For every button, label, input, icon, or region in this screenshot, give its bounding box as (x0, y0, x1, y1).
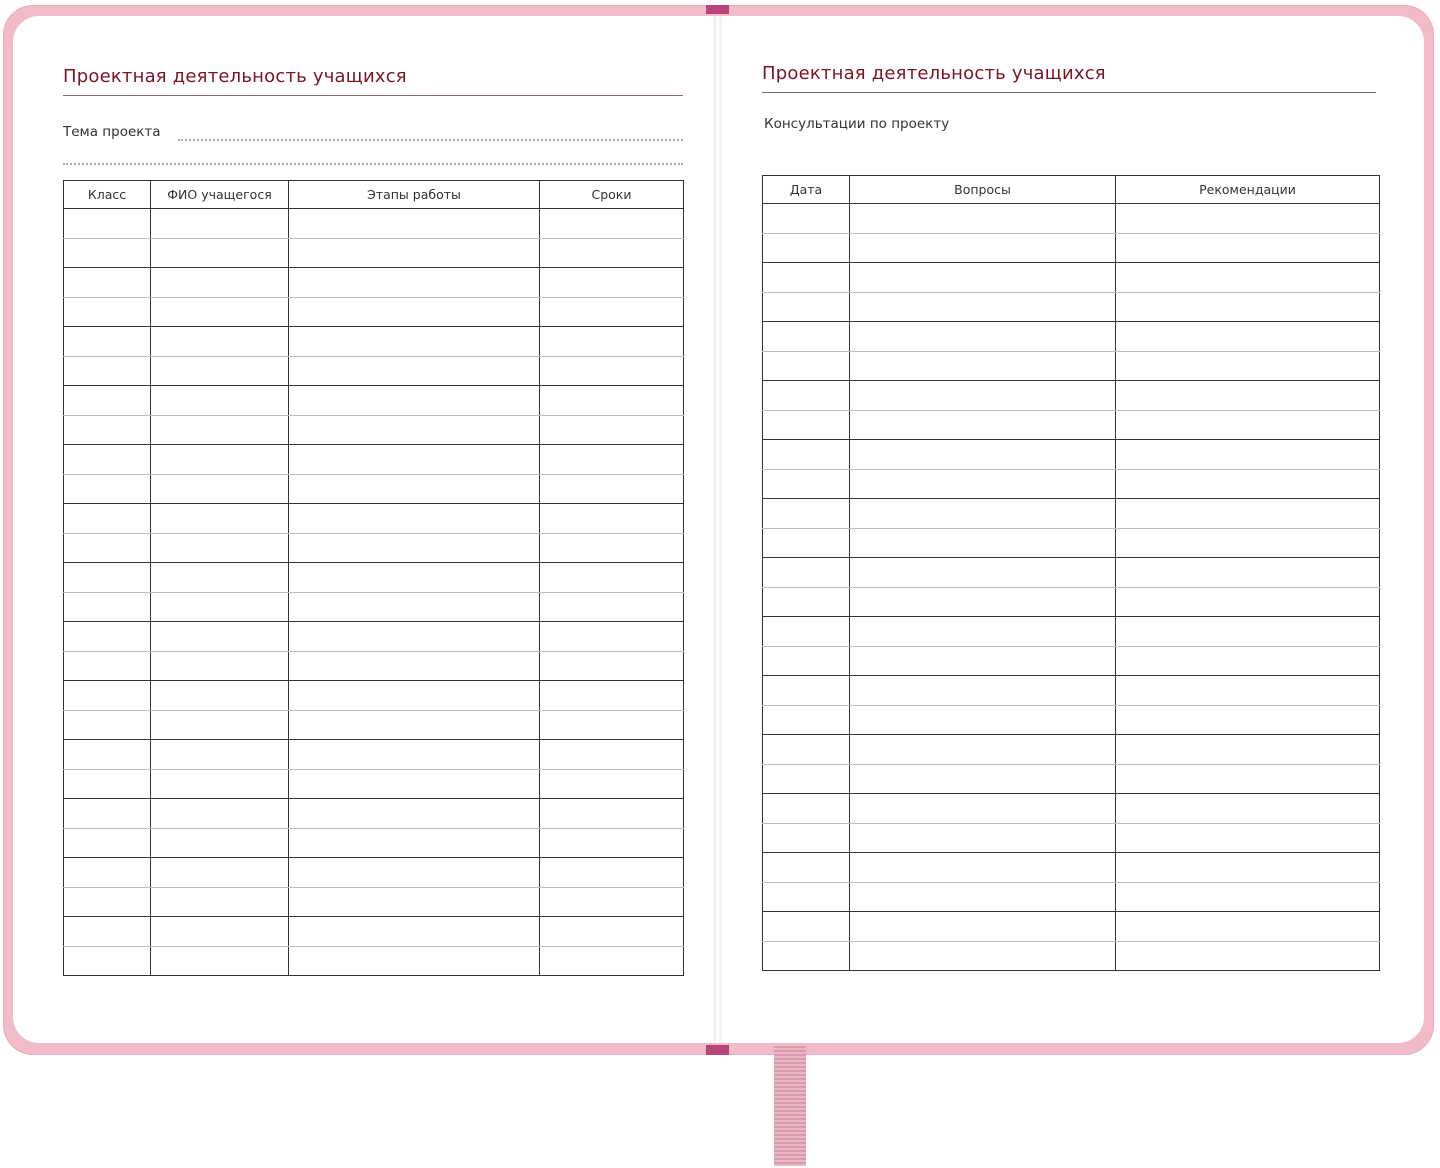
table-cell[interactable] (850, 410, 1116, 440)
table-row (763, 292, 1380, 322)
table-cell[interactable] (1116, 853, 1380, 883)
table-cell[interactable] (289, 297, 540, 327)
table-cell[interactable] (289, 681, 540, 711)
table-row (64, 946, 684, 976)
table-cell[interactable] (540, 238, 684, 268)
table-row (64, 651, 684, 681)
table-row (763, 735, 1380, 765)
table-cell[interactable] (763, 735, 850, 765)
table-cell[interactable] (763, 263, 850, 293)
table-cell[interactable] (151, 445, 289, 475)
table-cell[interactable] (151, 828, 289, 858)
table-cell[interactable] (763, 469, 850, 499)
consultations-label: Консультации по проекту (764, 116, 950, 132)
table-cell[interactable] (540, 828, 684, 858)
table-row (763, 764, 1380, 794)
table-row (763, 676, 1380, 706)
table-cell[interactable] (289, 238, 540, 268)
table-cell[interactable] (763, 823, 850, 853)
table-cell[interactable] (1116, 587, 1380, 617)
table-row (763, 440, 1380, 470)
table-cell[interactable] (1116, 263, 1380, 293)
table-cell[interactable] (763, 882, 850, 912)
table-cell[interactable] (64, 740, 151, 770)
header-work-stages: Этапы работы (289, 181, 540, 209)
table-cell[interactable] (64, 828, 151, 858)
header-student-name: ФИО учащегося (151, 181, 289, 209)
table-cell[interactable] (289, 622, 540, 652)
table-cell[interactable] (1116, 233, 1380, 263)
table-cell[interactable] (1116, 794, 1380, 824)
table-cell[interactable] (151, 209, 289, 239)
table-row (64, 799, 684, 829)
table-row (64, 563, 684, 593)
table-cell[interactable] (1116, 705, 1380, 735)
table-cell[interactable] (1116, 617, 1380, 647)
table-row (64, 828, 684, 858)
binding-band-top (706, 5, 729, 14)
left-title-rule (63, 95, 683, 96)
table-cell[interactable] (289, 710, 540, 740)
table-cell[interactable] (763, 233, 850, 263)
table-row (64, 710, 684, 740)
header-deadlines: Сроки (540, 181, 684, 209)
table-cell[interactable] (289, 415, 540, 445)
table-cell[interactable] (850, 204, 1116, 234)
table-cell[interactable] (289, 356, 540, 386)
table-cell[interactable] (151, 474, 289, 504)
table-cell[interactable] (289, 504, 540, 534)
table-cell[interactable] (64, 504, 151, 534)
table-cell[interactable] (850, 823, 1116, 853)
table-cell[interactable] (64, 445, 151, 475)
table-row (763, 410, 1380, 440)
table-cell[interactable] (850, 292, 1116, 322)
table-cell[interactable] (763, 646, 850, 676)
table-cell[interactable] (289, 474, 540, 504)
table-cell[interactable] (64, 533, 151, 563)
table-cell[interactable] (289, 592, 540, 622)
table-cell[interactable] (151, 592, 289, 622)
header-questions: Вопросы (850, 176, 1116, 204)
header-class: Класс (64, 181, 151, 209)
table-cell[interactable] (763, 204, 850, 234)
table-cell[interactable] (850, 646, 1116, 676)
table-cell[interactable] (64, 769, 151, 799)
table-cell[interactable] (289, 858, 540, 888)
table-cell[interactable] (289, 209, 540, 239)
table-cell[interactable] (151, 563, 289, 593)
table-row (763, 617, 1380, 647)
table-cell[interactable] (1116, 469, 1380, 499)
table-cell[interactable] (763, 794, 850, 824)
right-page-title: Проектная деятельность учащихся (762, 63, 1106, 84)
table-row (763, 263, 1380, 293)
table-cell[interactable] (289, 917, 540, 947)
table-cell[interactable] (850, 233, 1116, 263)
table-row (763, 499, 1380, 529)
table-cell[interactable] (540, 209, 684, 239)
table-cell[interactable] (151, 327, 289, 357)
table-row (763, 558, 1380, 588)
table-row (64, 887, 684, 917)
table-cell[interactable] (763, 676, 850, 706)
table-cell[interactable] (151, 356, 289, 386)
table-cell[interactable] (64, 858, 151, 888)
table-cell[interactable] (763, 764, 850, 794)
table-row (763, 233, 1380, 263)
table-cell[interactable] (64, 592, 151, 622)
table-row (64, 474, 684, 504)
table-cell[interactable] (763, 322, 850, 352)
left-project-table (63, 180, 684, 976)
table-cell[interactable] (850, 853, 1116, 883)
table-cell[interactable] (289, 740, 540, 770)
table-cell[interactable] (540, 946, 684, 976)
table-cell[interactable] (289, 268, 540, 298)
table-cell[interactable] (763, 528, 850, 558)
table-cell[interactable] (64, 651, 151, 681)
table-header-row (763, 176, 1380, 204)
table-cell[interactable] (540, 917, 684, 947)
table-cell[interactable] (151, 887, 289, 917)
table-cell[interactable] (64, 799, 151, 829)
table-row (763, 882, 1380, 912)
table-cell[interactable] (151, 622, 289, 652)
table-row (763, 646, 1380, 676)
table-cell[interactable] (540, 858, 684, 888)
header-recommendations: Рекомендации (1116, 176, 1380, 204)
table-row (64, 622, 684, 652)
table-row (64, 740, 684, 770)
table-cell[interactable] (763, 853, 850, 883)
topic-line-1[interactable] (178, 139, 683, 141)
table-row (64, 917, 684, 947)
table-cell[interactable] (763, 440, 850, 470)
table-cell[interactable] (1116, 941, 1380, 971)
topic-label: Тема проекта (63, 124, 161, 140)
table-cell[interactable] (1116, 558, 1380, 588)
table-row (64, 533, 684, 563)
table-cell[interactable] (850, 794, 1116, 824)
table-cell[interactable] (1116, 882, 1380, 912)
table-row (64, 504, 684, 534)
table-row (763, 204, 1380, 234)
table-cell[interactable] (151, 386, 289, 416)
table-cell[interactable] (763, 941, 850, 971)
table-row (763, 823, 1380, 853)
table-cell[interactable] (1116, 381, 1380, 411)
table-cell[interactable] (850, 941, 1116, 971)
table-cell[interactable] (64, 297, 151, 327)
table-cell[interactable] (540, 445, 684, 475)
table-cell[interactable] (763, 587, 850, 617)
table-cell[interactable] (1116, 912, 1380, 942)
table-cell[interactable] (289, 828, 540, 858)
table-cell[interactable] (289, 327, 540, 357)
left-page-title: Проектная деятельность учащихся (63, 66, 407, 87)
table-cell[interactable] (64, 415, 151, 445)
table-cell[interactable] (540, 622, 684, 652)
table-cell[interactable] (151, 681, 289, 711)
table-cell[interactable] (540, 533, 684, 563)
table-row (64, 592, 684, 622)
table-cell[interactable] (850, 558, 1116, 588)
table-cell[interactable] (64, 474, 151, 504)
table-cell[interactable] (1116, 676, 1380, 706)
table-cell[interactable] (540, 504, 684, 534)
table-cell[interactable] (850, 587, 1116, 617)
table-row (763, 912, 1380, 942)
table-cell[interactable] (151, 799, 289, 829)
table-cell[interactable] (540, 769, 684, 799)
table-cell[interactable] (540, 356, 684, 386)
table-row (763, 469, 1380, 499)
table-row (64, 297, 684, 327)
table-cell[interactable] (540, 740, 684, 770)
table-cell[interactable] (289, 563, 540, 593)
table-row (64, 769, 684, 799)
table-cell[interactable] (1116, 204, 1380, 234)
table-cell[interactable] (151, 651, 289, 681)
table-cell[interactable] (1116, 440, 1380, 470)
table-row (763, 587, 1380, 617)
table-cell[interactable] (64, 563, 151, 593)
table-cell[interactable] (64, 356, 151, 386)
table-cell[interactable] (64, 386, 151, 416)
table-cell[interactable] (1116, 292, 1380, 322)
table-cell[interactable] (540, 592, 684, 622)
table-cell[interactable] (540, 887, 684, 917)
table-cell[interactable] (64, 209, 151, 239)
table-cell[interactable] (64, 268, 151, 298)
table-cell[interactable] (1116, 499, 1380, 529)
table-cell[interactable] (64, 710, 151, 740)
table-cell[interactable] (763, 499, 850, 529)
table-cell[interactable] (151, 858, 289, 888)
table-cell[interactable] (540, 651, 684, 681)
table-cell[interactable] (151, 710, 289, 740)
table-cell[interactable] (151, 415, 289, 445)
table-cell[interactable] (64, 327, 151, 357)
table-cell[interactable] (763, 381, 850, 411)
table-cell[interactable] (64, 946, 151, 976)
binding-band-bottom (706, 1045, 729, 1055)
table-cell[interactable] (850, 705, 1116, 735)
table-cell[interactable] (64, 681, 151, 711)
table-cell[interactable] (540, 415, 684, 445)
table-header-row (64, 181, 684, 209)
table-cell[interactable] (1116, 410, 1380, 440)
table-row (763, 794, 1380, 824)
table-cell[interactable] (850, 351, 1116, 381)
table-cell[interactable] (64, 887, 151, 917)
table-cell[interactable] (151, 297, 289, 327)
table-cell[interactable] (763, 705, 850, 735)
spine-gutter (714, 16, 722, 1043)
table-cell[interactable] (64, 622, 151, 652)
table-cell[interactable] (540, 268, 684, 298)
table-cell[interactable] (850, 676, 1116, 706)
table-cell[interactable] (151, 238, 289, 268)
table-row (64, 238, 684, 268)
table-cell[interactable] (151, 769, 289, 799)
table-cell[interactable] (289, 533, 540, 563)
table-cell[interactable] (289, 887, 540, 917)
table-row (763, 853, 1380, 883)
table-cell[interactable] (850, 381, 1116, 411)
table-cell[interactable] (1116, 646, 1380, 676)
table-cell[interactable] (289, 799, 540, 829)
table-cell[interactable] (1116, 764, 1380, 794)
table-cell[interactable] (289, 946, 540, 976)
table-cell[interactable] (289, 651, 540, 681)
header-date: Дата (763, 176, 850, 204)
table-cell[interactable] (540, 799, 684, 829)
table-cell[interactable] (850, 499, 1116, 529)
table-cell[interactable] (151, 268, 289, 298)
table-cell[interactable] (540, 327, 684, 357)
table-row (64, 268, 684, 298)
table-row (763, 351, 1380, 381)
table-cell[interactable] (289, 445, 540, 475)
table-cell[interactable] (64, 238, 151, 268)
table-cell[interactable] (151, 946, 289, 976)
table-cell[interactable] (1116, 322, 1380, 352)
table-cell[interactable] (850, 912, 1116, 942)
table-cell[interactable] (540, 474, 684, 504)
table-cell[interactable] (151, 504, 289, 534)
table-cell[interactable] (1116, 735, 1380, 765)
table-cell[interactable] (1116, 823, 1380, 853)
table-row (64, 327, 684, 357)
table-cell[interactable] (850, 263, 1116, 293)
table-row (763, 941, 1380, 971)
topic-line-2[interactable] (63, 163, 683, 165)
table-cell[interactable] (850, 617, 1116, 647)
table-cell[interactable] (151, 533, 289, 563)
table-cell[interactable] (151, 917, 289, 947)
table-row (763, 705, 1380, 735)
table-cell[interactable] (540, 386, 684, 416)
table-cell[interactable] (850, 882, 1116, 912)
table-row (763, 528, 1380, 558)
table-row (64, 386, 684, 416)
table-cell[interactable] (763, 617, 850, 647)
table-cell[interactable] (1116, 351, 1380, 381)
table-row (64, 415, 684, 445)
table-cell[interactable] (540, 563, 684, 593)
table-row (64, 445, 684, 475)
table-row (64, 356, 684, 386)
table-cell[interactable] (850, 440, 1116, 470)
table-row (763, 381, 1380, 411)
table-row (64, 681, 684, 711)
table-cell[interactable] (289, 386, 540, 416)
table-cell[interactable] (763, 292, 850, 322)
bookmark-ribbon[interactable] (774, 1046, 806, 1166)
table-cell[interactable] (151, 740, 289, 770)
table-cell[interactable] (540, 710, 684, 740)
table-cell[interactable] (540, 297, 684, 327)
right-consultation-table (762, 175, 1380, 971)
table-cell[interactable] (850, 764, 1116, 794)
table-cell[interactable] (289, 769, 540, 799)
table-row (64, 858, 684, 888)
table-cell[interactable] (763, 351, 850, 381)
table-cell[interactable] (64, 917, 151, 947)
table-row (64, 209, 684, 239)
table-cell[interactable] (763, 558, 850, 588)
table-cell[interactable] (850, 528, 1116, 558)
table-row (763, 322, 1380, 352)
table-cell[interactable] (540, 681, 684, 711)
right-title-rule (762, 92, 1376, 93)
table-cell[interactable] (763, 912, 850, 942)
table-cell[interactable] (850, 322, 1116, 352)
table-cell[interactable] (763, 410, 850, 440)
table-cell[interactable] (850, 735, 1116, 765)
table-cell[interactable] (1116, 528, 1380, 558)
table-cell[interactable] (850, 469, 1116, 499)
